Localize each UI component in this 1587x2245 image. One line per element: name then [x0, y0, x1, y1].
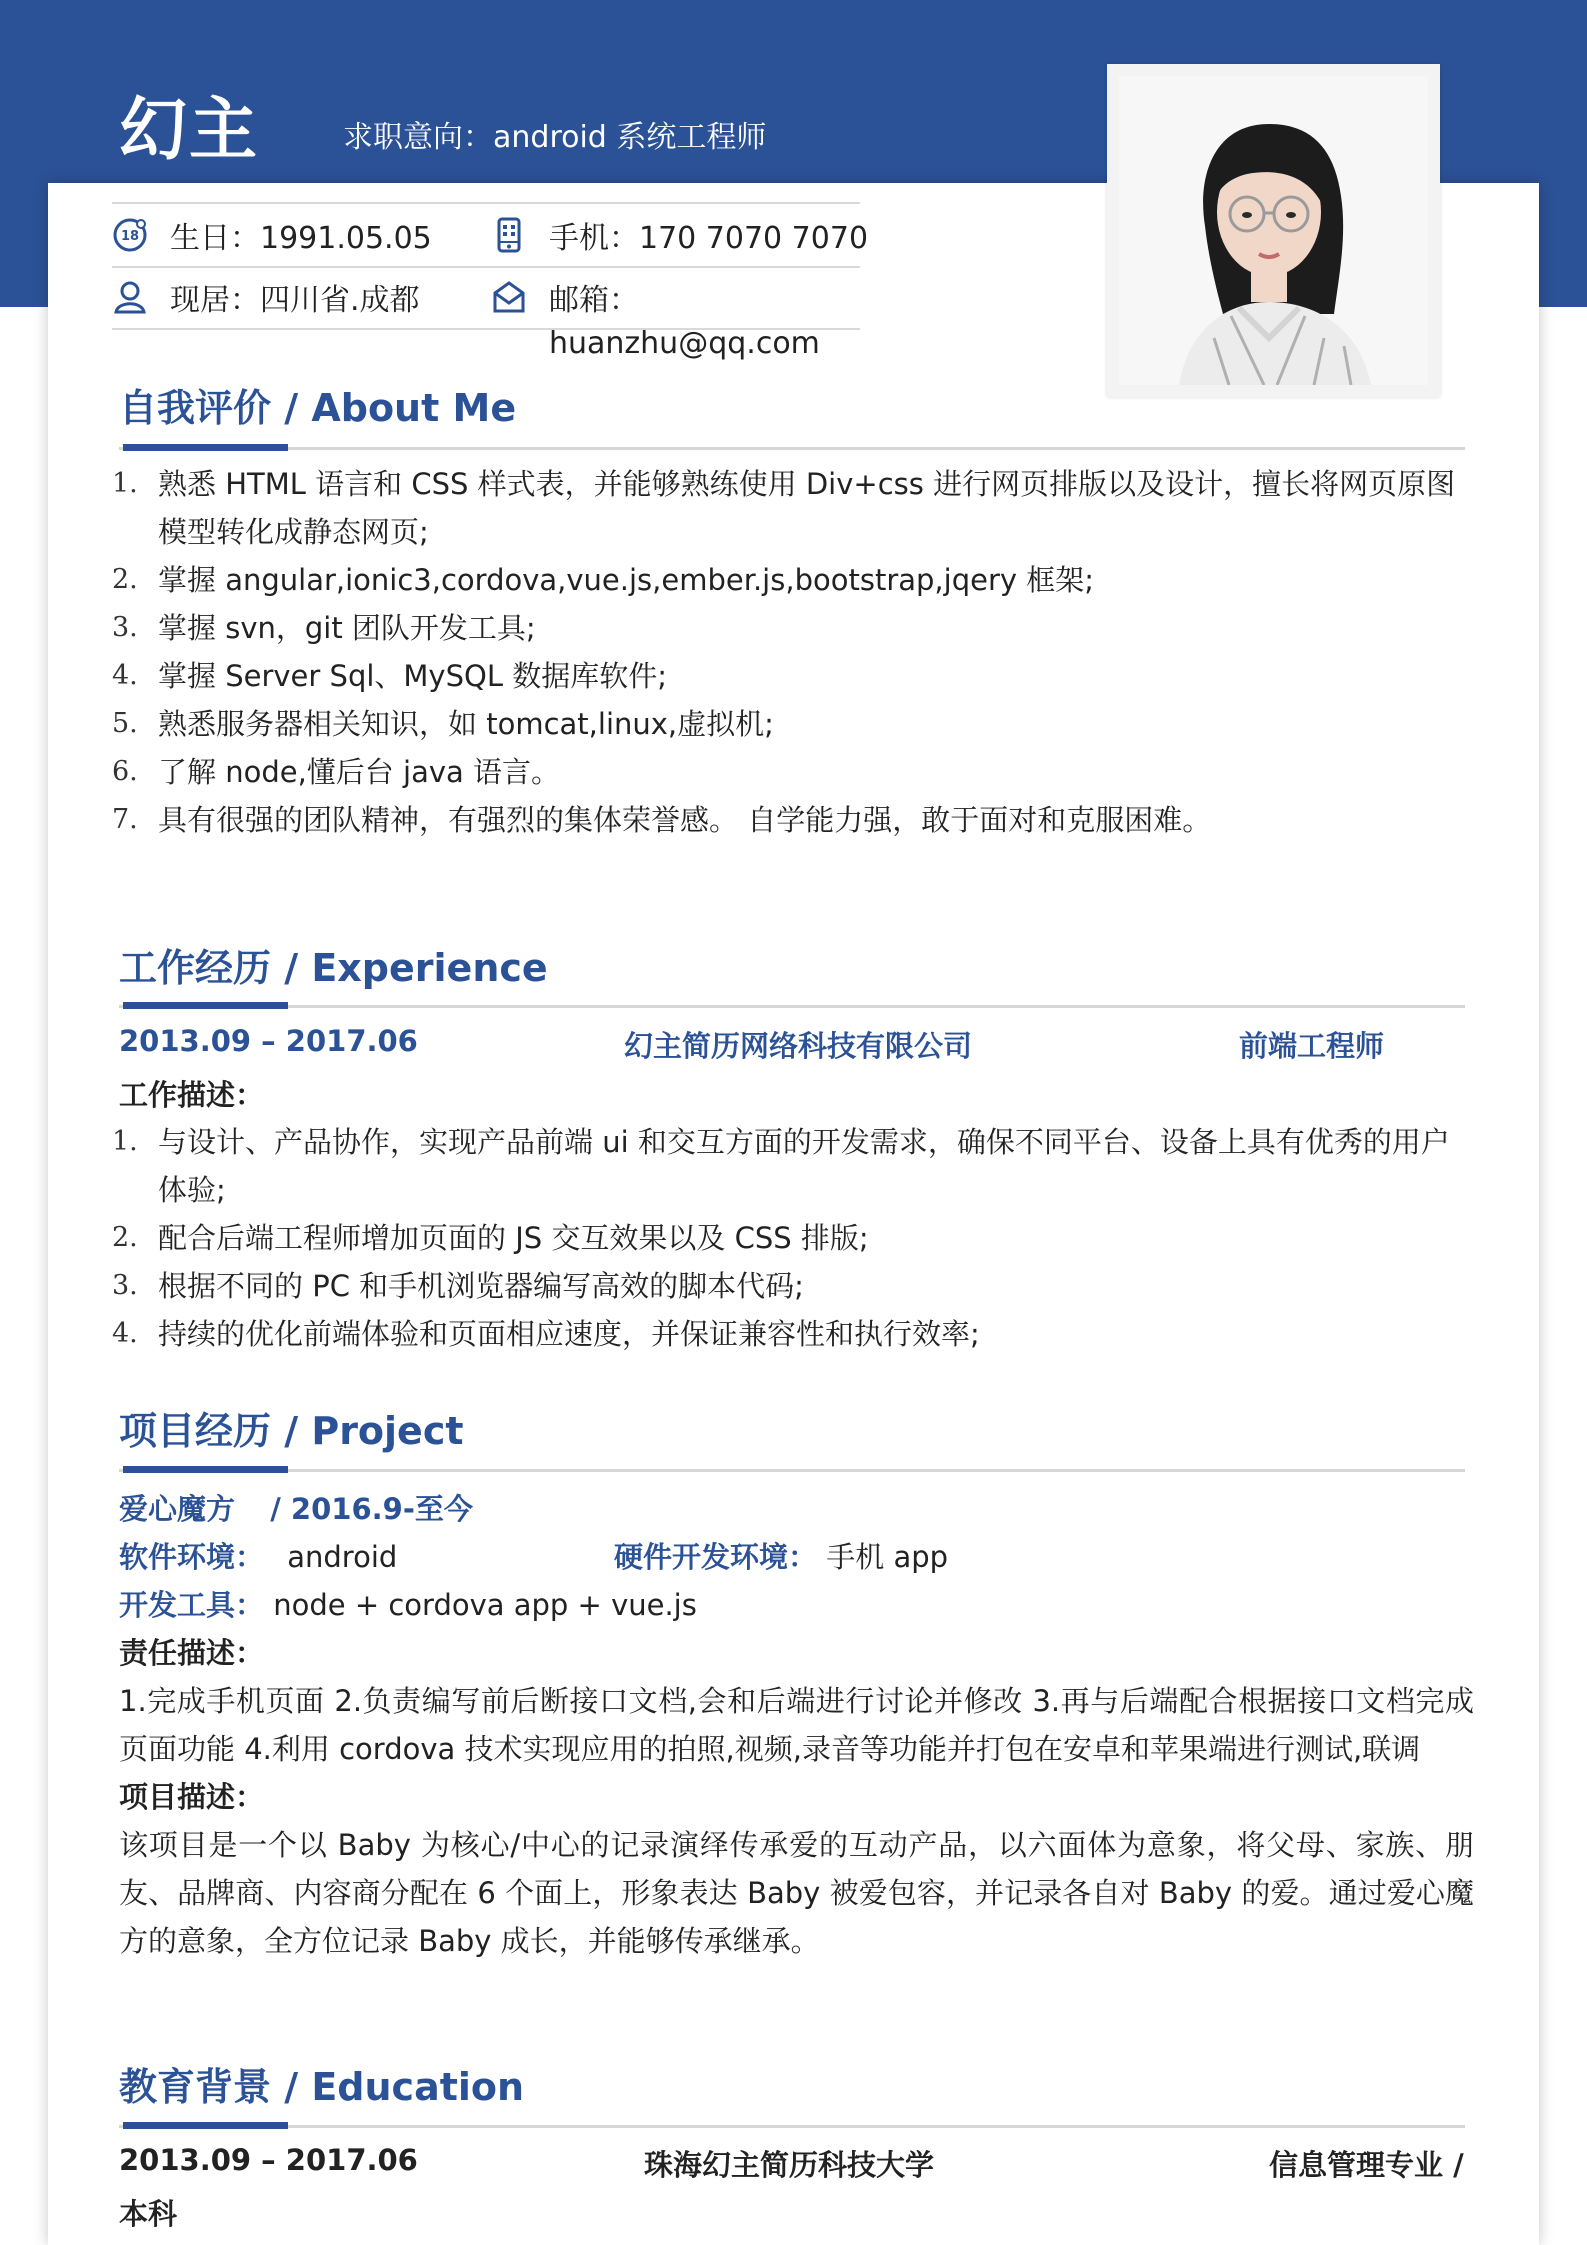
email-value: huanzhu@qq.com	[549, 326, 820, 361]
list-item	[112, 796, 1472, 844]
list-item-number: 5.	[112, 708, 138, 739]
residence-text: 现居：四川省.成都	[170, 283, 420, 318]
experience-role: 前端工程师	[1239, 1029, 1385, 1063]
about-accent	[123, 444, 288, 451]
mail-icon	[491, 279, 527, 315]
list-item-text: 熟悉服务器相关知识，如 tomcat,linux,虚拟机;	[158, 707, 774, 741]
job-intent: 求职意向：android 系统工程师	[343, 120, 767, 155]
list-item	[112, 556, 1472, 604]
project-name-row	[119, 1485, 473, 1533]
experience-header-row	[119, 1024, 1469, 1068]
education-accent	[123, 2122, 288, 2129]
software-label: 软件环境：	[119, 1540, 265, 1574]
list-item-number: 1.	[112, 468, 138, 499]
list-item-text: 掌握 svn，git 团队开发工具;	[158, 611, 536, 645]
education-major: 信息管理专业 /	[1269, 2148, 1464, 2182]
tools-label: 开发工具：	[119, 1588, 265, 1622]
list-item-number: 3.	[112, 612, 138, 643]
education-rule	[119, 2125, 1465, 2128]
project-rule	[119, 1469, 1465, 1472]
project-desc-label: 项目描述：	[119, 1780, 265, 1814]
project-title: 项目经历 / Project	[119, 1409, 464, 1453]
info-row-1	[112, 202, 869, 268]
experience-period: 2013.09 – 2017.06	[119, 1024, 418, 1058]
phone-icon	[491, 217, 527, 253]
duty-label: 责任描述：	[119, 1636, 265, 1670]
list-item	[112, 604, 1472, 652]
avatar	[1119, 76, 1428, 385]
project-env-row	[119, 1533, 397, 1581]
hardware-value: 手机 app	[826, 1540, 949, 1574]
experience-list	[112, 1118, 1472, 1358]
list-item-text: 具有很强的团队精神，有强烈的集体荣誉感。 自学能力强，敢于面对和克服困难。	[158, 803, 1212, 837]
education-school: 珠海幻主简历科技大学	[644, 2148, 935, 2182]
education-title: 教育背景 / Education	[119, 2065, 525, 2109]
hardware-label: 硬件开发环境：	[614, 1540, 818, 1574]
list-item-text: 熟悉 HTML 语言和 CSS 样式表，并能够熟练使用 Div+css 进行网页排版以及设计，擅长将网页原图模型转化成静态网页;	[158, 467, 1456, 549]
list-item-number: 2.	[112, 1222, 138, 1253]
candidate-name: 幻主	[119, 91, 260, 170]
list-item-number: 4.	[112, 1318, 138, 1349]
list-item-text: 持续的优化前端体验和页面相应速度，并保证兼容性和执行效率;	[158, 1317, 980, 1351]
list-item	[112, 460, 1472, 556]
profile-photo	[1107, 64, 1440, 397]
experience-rule	[119, 1005, 1465, 1008]
residence-item	[112, 266, 420, 328]
experience-title: 工作经历 / Experience	[119, 946, 548, 990]
phone-text: 手机：170 7070 7070	[549, 221, 869, 256]
list-item-text: 与设计、产品协作，实现产品前端 ui 和交互方面的开发需求，确保不同平台、设备上具有优秀的用户体验;	[158, 1125, 1450, 1207]
list-item	[112, 1214, 1472, 1262]
experience-desc-label: 工作描述：	[119, 1078, 265, 1112]
portrait-illustration	[1119, 76, 1428, 385]
list-item-text: 掌握 angular,ionic3,cordova,vue.js,ember.js,bootstrap,jqery 框架;	[158, 563, 1095, 597]
about-title: 自我评价 / About Me	[119, 386, 517, 430]
about-list	[112, 460, 1472, 844]
phone-item	[491, 204, 868, 266]
birthday-item	[112, 204, 432, 266]
list-item	[112, 1118, 1472, 1214]
list-item	[112, 1310, 1472, 1358]
list-item	[112, 1262, 1472, 1310]
education-header-row	[119, 2143, 1469, 2187]
list-item-text: 配合后端工程师增加页面的 JS 交互效果以及 CSS 排版;	[158, 1221, 869, 1255]
user-location-icon	[112, 279, 148, 315]
list-item-number: 4.	[112, 660, 138, 691]
project-hardware-row	[614, 1533, 948, 1581]
list-item	[112, 700, 1472, 748]
email-label: 邮箱：	[549, 283, 639, 318]
software-value: android	[287, 1540, 398, 1574]
list-item-number: 6.	[112, 756, 138, 787]
age-18-icon	[112, 217, 148, 253]
project-period: / 2016.9-至今	[270, 1492, 473, 1526]
list-item-number: 3.	[112, 1270, 138, 1301]
list-item-text: 了解 node,懂后台 java 语言。	[158, 755, 561, 789]
email-item	[491, 266, 639, 328]
project-desc-text: 该项目是一个以 Baby 为核心/中心的记录演绎传承爱的互动产品，以六面体为意象，将父母、家族、朋友、品牌商、内容商分配在 6 个面上，形象表达 Baby 被爱包容，并记录各自对 Baby 的爱。通过爱心魔方的意象，全方位记录 Baby 成长，并能够传承继承。	[119, 1828, 1474, 1958]
education-degree: 本科	[119, 2197, 178, 2231]
project-tools-row	[119, 1581, 697, 1629]
experience-accent	[123, 1002, 288, 1009]
education-period: 2013.09 – 2017.06	[119, 2143, 418, 2177]
experience-company: 幻主简历网络科技有限公司	[624, 1029, 973, 1063]
svg-text:18: 18	[120, 229, 140, 244]
list-item-number: 7.	[112, 804, 138, 835]
list-item-number: 1.	[112, 1126, 138, 1157]
list-item-number: 2.	[112, 564, 138, 595]
list-item-text: 根据不同的 PC 和手机浏览器编写高效的脚本代码;	[158, 1269, 804, 1303]
list-item-text: 掌握 Server Sql、MySQL 数据库软件;	[158, 659, 667, 693]
info-row-2	[112, 266, 860, 330]
about-rule	[119, 447, 1465, 450]
birthday-text: 生日：1991.05.05	[170, 221, 432, 256]
duty-text: 1.完成手机页面 2.负责编写前后断接口文档,会和后端进行讨论并修改 3.再与后端配合根据接口文档完成页面功能 4.利用 cordova 技术实现应用的拍照,视频,录音等功能并打包在安卓和苹果端进行测试,联调	[119, 1684, 1474, 1766]
project-name: 爱心魔方	[119, 1492, 236, 1526]
project-accent	[123, 1466, 288, 1473]
list-item	[112, 652, 1472, 700]
list-item	[112, 748, 1472, 796]
tools-value: node + cordova app + vue.js	[273, 1588, 697, 1622]
